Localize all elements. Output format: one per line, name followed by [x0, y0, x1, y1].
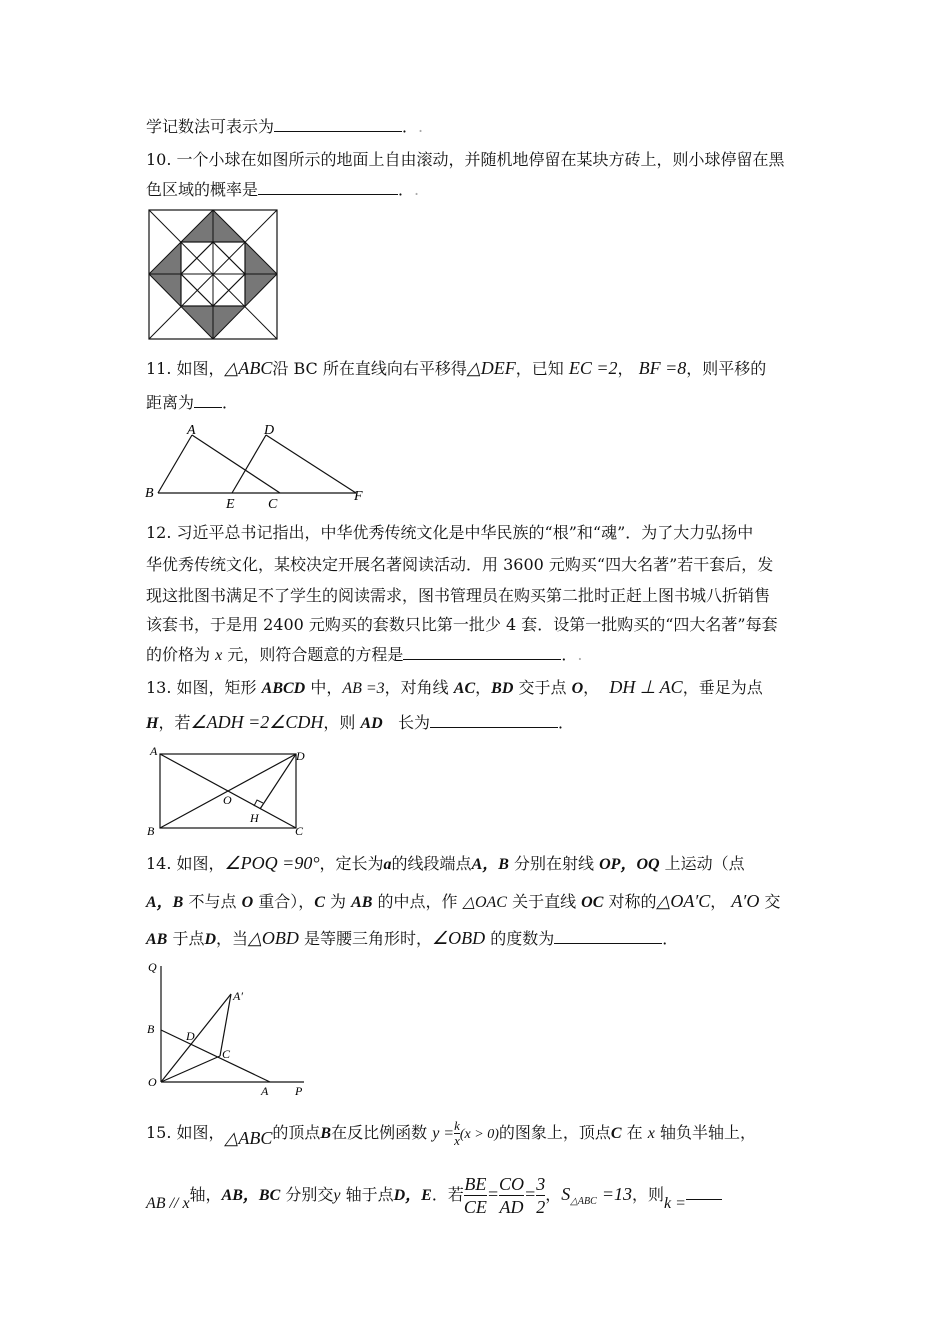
q12-line5: 的价格为 x 元，则符合题意的方程是 ．. [146, 645, 583, 664]
q14-ab1: A，B [471, 856, 509, 873]
q15-xv: x [647, 1125, 655, 1142]
q15-be: BE [464, 1174, 487, 1194]
q12-line2: 华优秀传统文化，某校决定开展名著阅读活动．用 3600 元购买“四大名著”若干套后，发 [146, 555, 774, 574]
q9-answer-blank[interactable] [274, 117, 402, 132]
q11-label-a: A [187, 423, 196, 438]
q13-ab: AB =3 [342, 680, 385, 697]
q10-line1: 10. 一个小球在如图所示的地面上自由滚动，并随机地停留在某块方砖上，则小球停留在黑 [146, 150, 785, 169]
q15-l2e: D，E [393, 1187, 432, 1204]
q15-co: CO [499, 1174, 525, 1194]
q15-b: B [320, 1125, 332, 1142]
q14-label-d: D [186, 1029, 195, 1043]
q15-mid3: 的图象上，顶点 [498, 1123, 611, 1142]
q14-l2-t1: △OAC [462, 894, 507, 911]
q14-l2-h: ， [710, 892, 727, 911]
q14-answer-blank[interactable] [554, 929, 662, 944]
q13-label-d: D [296, 749, 305, 763]
q10-answer-blank[interactable] [258, 180, 398, 195]
q14-line2 [146, 891, 780, 913]
q14-line1 [146, 853, 745, 875]
q13-ac: AC [453, 680, 476, 697]
q15-c: C [610, 1125, 622, 1142]
q11-answer-blank[interactable] [194, 393, 222, 408]
q14-l2-cc: C [314, 894, 325, 911]
q14-l2-d: 为 [330, 892, 347, 911]
q12-var-x: x [215, 647, 223, 664]
q14-label-a: A [261, 1084, 269, 1098]
q15-sub: △ABC [570, 1196, 597, 1208]
q13-mid3: 交于点 [518, 678, 567, 697]
q14-l2-ao: A′O [731, 891, 760, 911]
q15-mid4: 在 [626, 1123, 643, 1142]
q15-ad: AD [499, 1197, 524, 1217]
q13-angle: ∠ADH =2∠CDH [190, 712, 324, 732]
q13-mid1: 中， [310, 678, 343, 697]
q15-be-over-ce [464, 1173, 487, 1218]
q14-l3-d: D [204, 931, 217, 948]
q11-bf: BF =8 [638, 358, 687, 378]
q14-l2-t2: △OA′C [656, 891, 711, 911]
q14-label-p: P [295, 1084, 303, 1098]
q13-prefix: 13. 如图，矩形 [146, 678, 257, 697]
q14-label-o: O [148, 1075, 157, 1089]
q14-a: a [383, 856, 392, 873]
q14-l2-e: 的中点，作 [377, 892, 458, 911]
q13-label-c: C [295, 824, 304, 838]
q15-co-over-ad [499, 1173, 524, 1218]
q15-l2b: AB，BC [221, 1187, 281, 1204]
q13-o: O [571, 680, 584, 697]
q11-known: ，已知 [515, 359, 564, 378]
q13-line1: 13. 如图，矩形 ABCD 中，AB =3，对角线 AC，BD 交于点 O， DH ⊥ AC，垂足为点 [146, 677, 763, 697]
q14-label-q: Q [148, 960, 157, 974]
q11-line2-text: 距离为 [146, 393, 195, 412]
q15-comma: ， [545, 1185, 562, 1204]
q14-label-b: B [147, 1022, 155, 1036]
q15-s-eq: =13 [601, 1184, 633, 1204]
q13-rect: ABCD [261, 680, 306, 697]
q13-bd: BD [491, 680, 514, 697]
q14-l3-ab: AB [146, 931, 168, 948]
q14-l2-c: 重合）， [258, 892, 315, 911]
q11-label-d: D [264, 423, 275, 438]
q15-answer-blank[interactable] [686, 1177, 722, 1200]
q14-move: 上运动（点 [664, 854, 745, 873]
q13-label-o: O [223, 793, 232, 807]
q12-line4: 该套书，于是用 2400 元购买的套数只比第一批少 4 套．设第一批购买的“四大名著”每套 [146, 615, 778, 634]
q14-l3-ang: ∠OBD [431, 928, 486, 948]
q14-label-a-prime: A′ [233, 989, 243, 1003]
q15-k-eq: k = [664, 1195, 686, 1212]
q15-line2 [146, 1168, 722, 1220]
q14-l1-end: 分别在射线 [514, 854, 595, 873]
q13-label-a: A [150, 744, 158, 758]
q11-line1: 11. 如图，△ABC沿 BC 所在直线向右平移得△DEF，已知 EC =2， BF =8，则平移的 [146, 358, 767, 378]
q13-mid2: ，对角线 [384, 678, 449, 697]
q13-if: ，若 [158, 713, 191, 732]
q13-perp: DH ⊥ AC [609, 677, 683, 697]
q14-l2-oc: OC [581, 894, 604, 911]
q13-label-b: B [147, 824, 155, 838]
q14-l3-t: △OBD [248, 928, 299, 948]
q14-l1-tail: 的线段端点 [391, 854, 472, 873]
q15-cond: (x > 0) [459, 1127, 499, 1142]
q13-then: ，则 [323, 713, 356, 732]
q9-tail-line: 学记数法可表示为 ．. [146, 117, 424, 136]
q11-label-e: E [226, 497, 235, 512]
q10-line2: 色区域的概率是 ．. [146, 180, 420, 199]
q12-answer-blank[interactable] [403, 645, 561, 660]
q9-tail-text: 学记数法可表示为 [146, 117, 275, 136]
q14-l3-c: 是等腰三角形时， [303, 929, 432, 948]
q10-tile-figure [148, 209, 280, 342]
q13-label-h: H [250, 811, 259, 825]
q12-line3: 现这批图书满足不了学生的阅读需求，图书管理员在购买第二批时正赶上图书城八折销售 [146, 586, 771, 605]
q14-l2-g: 对称的 [608, 892, 657, 911]
q15-three: 3 [536, 1174, 546, 1194]
q12-line1: 12. 习近平总书记指出，中华优秀传统文化是中华民族的“根”和“魂”．为了大力弘扬中 [146, 523, 754, 542]
q13-comma: ， [475, 678, 492, 697]
q11-prefix: 11. 如图， [146, 359, 225, 378]
q14-op: OP，OQ [599, 856, 660, 873]
q11-label-b: B [145, 486, 154, 501]
q15-eq1: = [486, 1184, 500, 1204]
q15-x: x [454, 1133, 460, 1148]
q15-parallel: AB // x [146, 1195, 190, 1212]
q13-line2: H，若∠ADH =2∠CDH，则 AD 长为 ． [146, 712, 575, 732]
q15-mid2: 在反比例函数 [331, 1123, 428, 1142]
q14-l3-b: ，当 [216, 929, 249, 948]
q14-l2-f: 关于直线 [512, 892, 577, 911]
q14-prefix: 14. 如图， [146, 854, 225, 873]
q11-label-f: F [354, 489, 363, 504]
q15-y-eq: y = [432, 1125, 455, 1142]
q11-ec: EC =2 [568, 358, 618, 378]
q14-l3-d2: 的度数为 [490, 929, 555, 948]
q15-three-halves [536, 1173, 545, 1218]
q14-line3: AB 于点D，当△OBD 是等腰三角形时，∠OBD 的度数为 ． [146, 928, 679, 948]
q15-eq2: = [524, 1184, 537, 1204]
q15-mid1: 的顶点 [272, 1123, 321, 1142]
q15-k: k [454, 1118, 460, 1133]
q15-line1 [146, 1112, 756, 1156]
q12-last-prefix: 的价格为 [146, 645, 211, 664]
q11-tail: ，则平移的 [686, 359, 767, 378]
q14-l2-b: 不与点 [188, 892, 237, 911]
q14-l1-suffix: ，定长为 [319, 854, 384, 873]
q15-mid5: 轴负半轴上， [659, 1123, 756, 1142]
q13-h: H [146, 715, 159, 732]
q14-l3-a: 于点 [172, 929, 205, 948]
q14-l2-i: 交 [764, 892, 781, 911]
q15-l2c: 分别交 [285, 1185, 334, 1204]
q15-triangle: △ABC [224, 1128, 273, 1148]
q14-l2-a: A，B [146, 894, 184, 911]
q15-l2f: ．若 [431, 1185, 464, 1204]
q13-tail: ，垂足为点 [682, 678, 763, 697]
q15-ce: CE [463, 1197, 487, 1217]
q14-angle: ∠POQ =90° [224, 853, 320, 873]
q13-ad: AD [360, 715, 383, 732]
q11-triangle-abc: △ABC [224, 358, 273, 378]
q11-triangle-def: △DEF [466, 358, 516, 378]
q15-two: 2 [536, 1197, 546, 1217]
q11-label-c: C [268, 497, 278, 512]
q13-length: 长为 [398, 713, 431, 732]
q15-yv: y [333, 1187, 341, 1204]
q10-line2-text: 色区域的概率是 [146, 180, 259, 199]
q14-label-c: C [222, 1047, 231, 1061]
q12-last-suffix: 元，则符合题意的方程是 [227, 645, 404, 664]
q14-l2-o: O [241, 894, 254, 911]
q15-then: ，则 [632, 1185, 665, 1204]
q13-rectangle-figure [140, 742, 320, 842]
q15-l2a: 轴， [189, 1185, 222, 1204]
q15-prefix: 15. 如图， [146, 1123, 225, 1142]
q15-s: S [561, 1184, 571, 1204]
q13-answer-blank[interactable] [430, 713, 558, 728]
q11-line2: 距离为 ． [146, 393, 239, 412]
q11-translation-figure [140, 420, 380, 512]
q14-l2-ab: AB [351, 894, 373, 911]
q15-l2d: 轴于点 [345, 1185, 394, 1204]
q14-ray-figure [140, 958, 320, 1100]
q11-mid: 沿 BC 所在直线向右平移得 [272, 359, 467, 378]
